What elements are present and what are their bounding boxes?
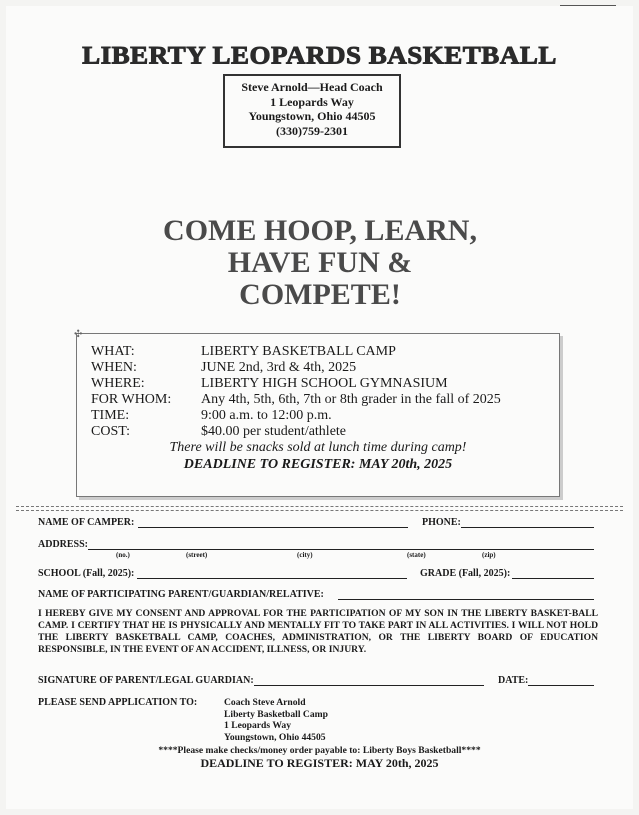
signature-field[interactable] (254, 685, 484, 686)
info-label: TIME: (91, 408, 130, 423)
parent-field[interactable] (338, 599, 594, 600)
info-label: WHAT: (91, 344, 135, 359)
slogan (140, 215, 500, 311)
info-value: $40.00 per student/athlete (201, 424, 347, 439)
send-address (224, 697, 328, 743)
phone-field[interactable] (461, 527, 594, 528)
coach-name: Steve Arnold—Head Coach (241, 80, 383, 94)
address-sub-state: (state) (407, 551, 426, 559)
address-sub-street: (street) (186, 551, 208, 559)
deadline-note: DEADLINE TO REGISTER: MAY 20th, 2025 (183, 457, 453, 472)
signature-label: SIGNATURE OF PARENT/LEGAL GUARDIAN: (38, 675, 254, 686)
camper-name-label: NAME OF CAMPER: (38, 517, 135, 528)
coach-city: Youngstown, Ohio 44505 (248, 109, 376, 123)
slogan-line: COMPETE! (239, 278, 401, 311)
info-value: Any 4th, 5th, 6th, 7th or 8th grader in the fall of 2025 (201, 392, 501, 407)
top-edge-line (560, 5, 616, 6)
school-field[interactable] (137, 578, 407, 579)
info-label: FOR WHOM: (91, 392, 172, 407)
date-label: DATE: (498, 675, 529, 686)
info-row (91, 360, 501, 376)
address-label: ADDRESS: (38, 539, 89, 550)
school-label: SCHOOL (Fall, 2025): (38, 568, 135, 579)
info-value: LIBERTY BASKETBALL CAMP (201, 344, 396, 359)
grade-field[interactable] (512, 578, 594, 579)
info-label: COST: (91, 424, 130, 439)
deadline-footer: DEADLINE TO REGISTER: MAY 20th, 2025 (200, 756, 439, 770)
info-value: LIBERTY HIGH SCHOOL GYMNASIUM (201, 376, 448, 391)
info-value: 9:00 a.m. to 12:00 p.m. (201, 408, 332, 423)
info-value: JUNE 2nd, 3rd & 4th, 2025 (201, 360, 357, 375)
info-row (91, 344, 501, 360)
slogan-line: HAVE FUN & (227, 246, 413, 279)
phone-label: PHONE: (422, 517, 461, 528)
info-row (91, 392, 501, 408)
send-address-line: Liberty Basketball Camp (224, 708, 328, 720)
info-label: WHERE: (91, 376, 145, 391)
grade-label: GRADE (Fall, 2025): (420, 568, 511, 579)
send-address-line: Coach Steve Arnold (224, 697, 306, 708)
camper-name-field[interactable] (138, 527, 408, 528)
info-row (91, 376, 501, 392)
send-application-label: PLEASE SEND APPLICATION TO: (38, 697, 198, 708)
address-sub-city: (city) (297, 551, 313, 559)
address-sub-no: (no.) (116, 551, 130, 559)
info-row (91, 408, 501, 424)
date-field[interactable] (528, 685, 594, 686)
consent-statement: I HEREBY GIVE MY CONSENT AND APPROVAL FOR THE PARTICIPATION OF MY SON IN THE LIBERTY BASKET-BALL CAMP. I CERTIFY THAT HE IS PHYSICALLY AND MENTALLY FIT TO TAKE PART IN ALL ACTIVITIES. I WILL NOT HOLD THE LIBERTY BASKETBALL CAMP, COACHES, ADMINISTRATION, OR THE LIBERTY BOARD OF EDUCATION RESPONSIBLE, IN THE EVENT OF AN ACCIDENT, ILLNESS, OR INJURY. (38, 608, 598, 655)
coach-contact-box (223, 74, 401, 148)
snacks-note: There will be snacks sold at lunch time during camp! (169, 440, 467, 455)
checks-payable-note: ****Please make checks/money order payable to: Liberty Boys Basketball**** (158, 745, 481, 756)
camp-info-rows (91, 344, 501, 440)
tear-off-separator (16, 506, 623, 511)
address-field[interactable] (88, 549, 594, 550)
info-row (91, 424, 501, 440)
coach-street: 1 Leopards Way (270, 94, 354, 109)
info-label: WHEN: (91, 360, 137, 375)
address-sub-zip: (zip) (482, 551, 496, 559)
send-address-line: 1 Leopards Way (224, 720, 291, 731)
camp-info-box (74, 329, 560, 497)
parent-label: NAME OF PARTICIPATING PARENT/GUARDIAN/RELATIVE: (38, 589, 324, 600)
send-address-line: Youngstown, Ohio 44505 (224, 731, 326, 743)
flyer-title: LIBERTY LEOPARDS BASKETBALL (82, 41, 557, 69)
coach-phone: (330)759-2301 (276, 123, 348, 138)
pin-icon: ✣ (74, 329, 83, 340)
slogan-line: COME HOOP, LEARN, (163, 214, 477, 247)
